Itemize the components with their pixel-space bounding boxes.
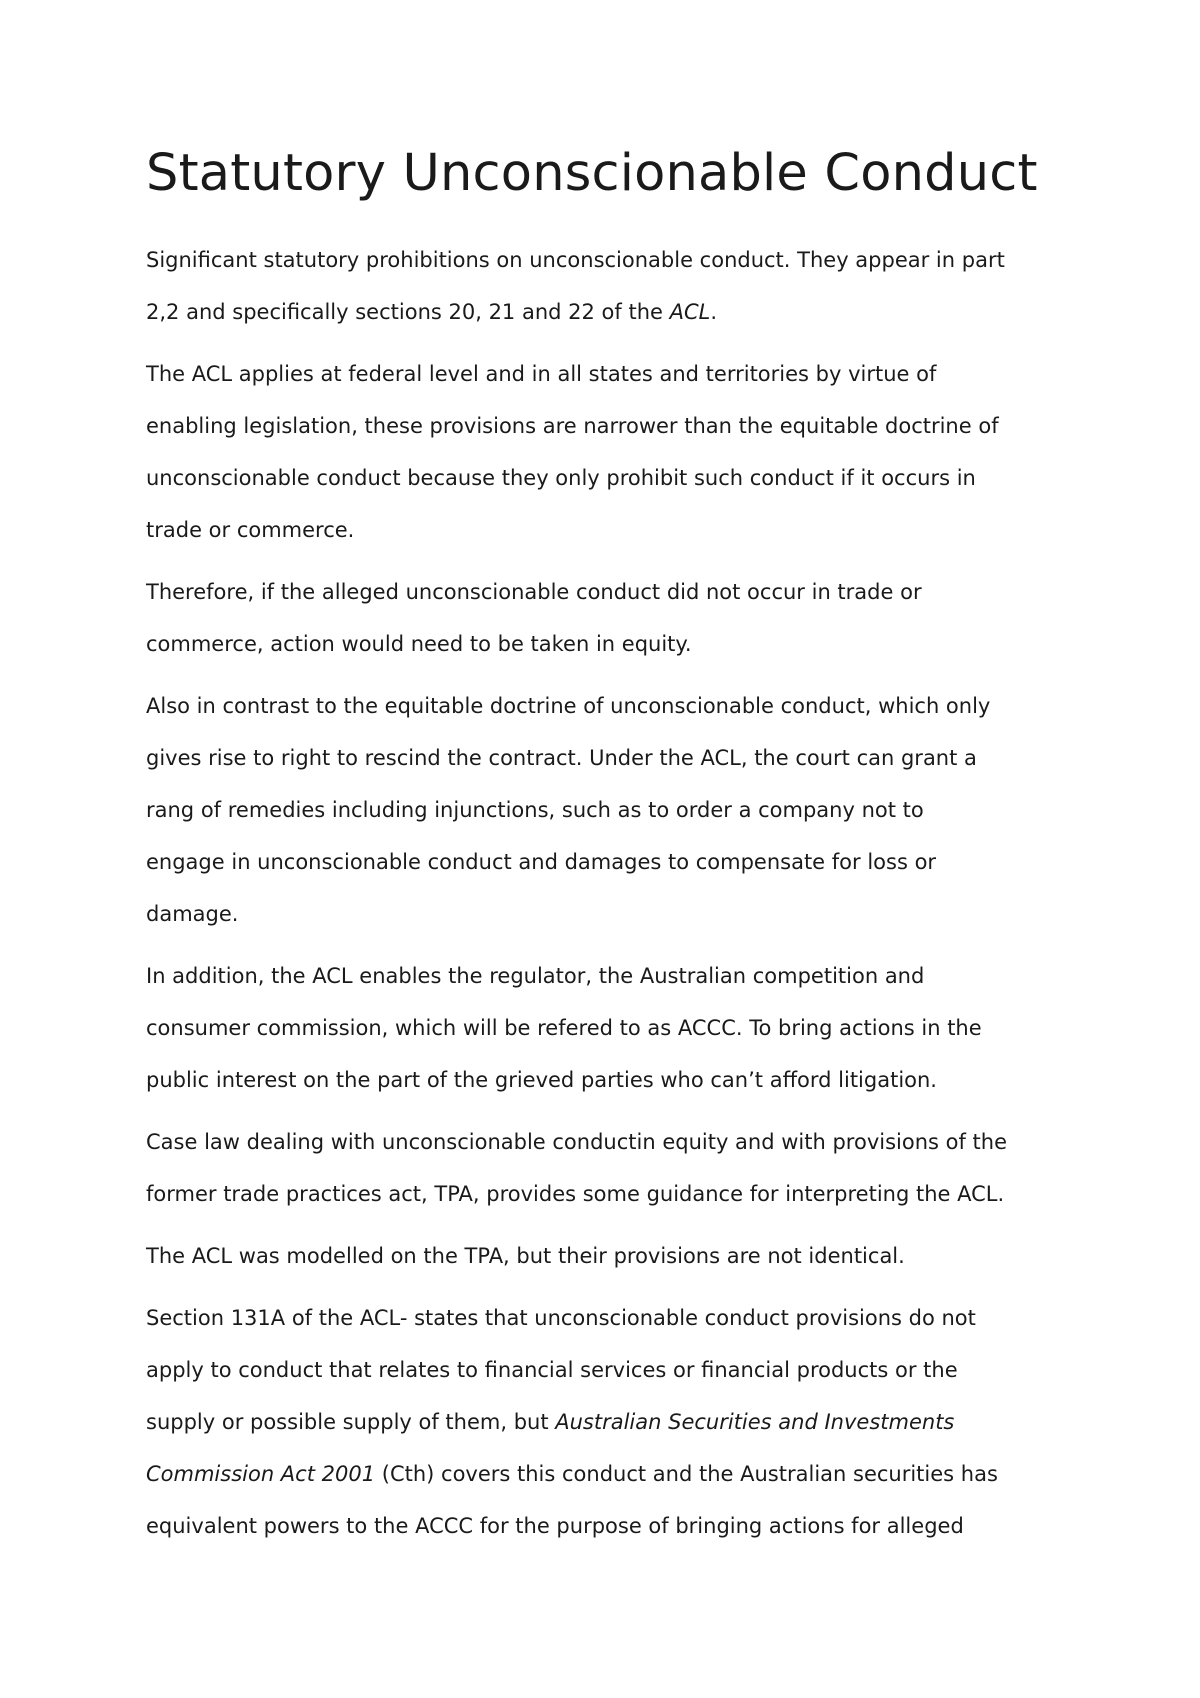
document-body: [146, 140, 1076, 1562]
document-title: Statutory Unconscionable Conduct: [146, 144, 1038, 203]
italic-citation: ACL: [669, 300, 711, 324]
text-line: In addition, the ACL enables the regulator, the Australian competition and: [146, 964, 925, 988]
text-segment: 2,2 and specifically sections 20, 21 and 22 of the: [146, 300, 670, 324]
text-line: engage in unconscionable conduct and damages to compensate for loss or: [146, 850, 937, 874]
text-line: gives rise to right to rescind the contract. Under the ACL, the court can grant a: [146, 746, 977, 770]
text-line: Therefore, if the alleged unconscionable conduct did not occur in trade or: [146, 580, 922, 604]
text-line: trade or commerce.: [146, 518, 355, 542]
text-line: Case law dealing with unconscionable conductin equity and with provisions of the: [146, 1130, 1008, 1154]
italic-citation: Commission Act 2001: [146, 1462, 376, 1486]
text-line: unconscionable conduct because they only prohibit such conduct if it occurs in: [146, 466, 976, 490]
body-paragraph: [146, 1116, 1076, 1220]
body-paragraph: [146, 234, 1076, 338]
text-line: rang of remedies including injunctions, such as to order a company not to: [146, 798, 924, 822]
text-segment: (Cth) covers this conduct and the Australian securities has: [375, 1462, 998, 1486]
body-paragraph: [146, 680, 1076, 940]
text-line: enabling legislation, these provisions are narrower than the equitable doctrine of: [146, 414, 999, 438]
text-line: [146, 1448, 1076, 1500]
text-line: Section 131A of the ACL- states that unconscionable conduct provisions do not: [146, 1306, 976, 1330]
body-paragraph: [146, 348, 1076, 556]
text-segment: .: [710, 300, 718, 324]
text-line: Significant statutory prohibitions on unconscionable conduct. They appear in part: [146, 248, 1005, 272]
text-segment: supply or possible supply of them, but: [146, 1410, 556, 1434]
text-line: apply to conduct that relates to financial services or financial products or the: [146, 1358, 958, 1382]
body-paragraph: [146, 950, 1076, 1106]
paragraph-list: [146, 234, 1076, 1552]
body-paragraph: [146, 1292, 1076, 1552]
text-line: public interest on the part of the grieved parties who can’t afford litigation.: [146, 1068, 937, 1092]
text-line: commerce, action would need to be taken in equity.: [146, 632, 692, 656]
text-line: [146, 1396, 1076, 1448]
italic-citation: Australian Securities and Investments: [555, 1410, 955, 1434]
text-line: former trade practices act, TPA, provides some guidance for interpreting the ACL.: [146, 1182, 1005, 1206]
text-line: The ACL was modelled on the TPA, but their provisions are not identical.: [146, 1244, 905, 1268]
text-line: consumer commission, which will be refered to as ACCC. To bring actions in the: [146, 1016, 982, 1040]
text-line: equivalent powers to the ACCC for the purpose of bringing actions for alleged: [146, 1514, 964, 1538]
body-paragraph: [146, 1230, 1076, 1282]
text-line: The ACL applies at federal level and in all states and territories by virtue of: [146, 362, 937, 386]
text-line: damage.: [146, 902, 239, 926]
text-line: Also in contrast to the equitable doctrine of unconscionable conduct, which only: [146, 694, 991, 718]
text-line: [146, 286, 1076, 338]
body-paragraph: [146, 566, 1076, 670]
